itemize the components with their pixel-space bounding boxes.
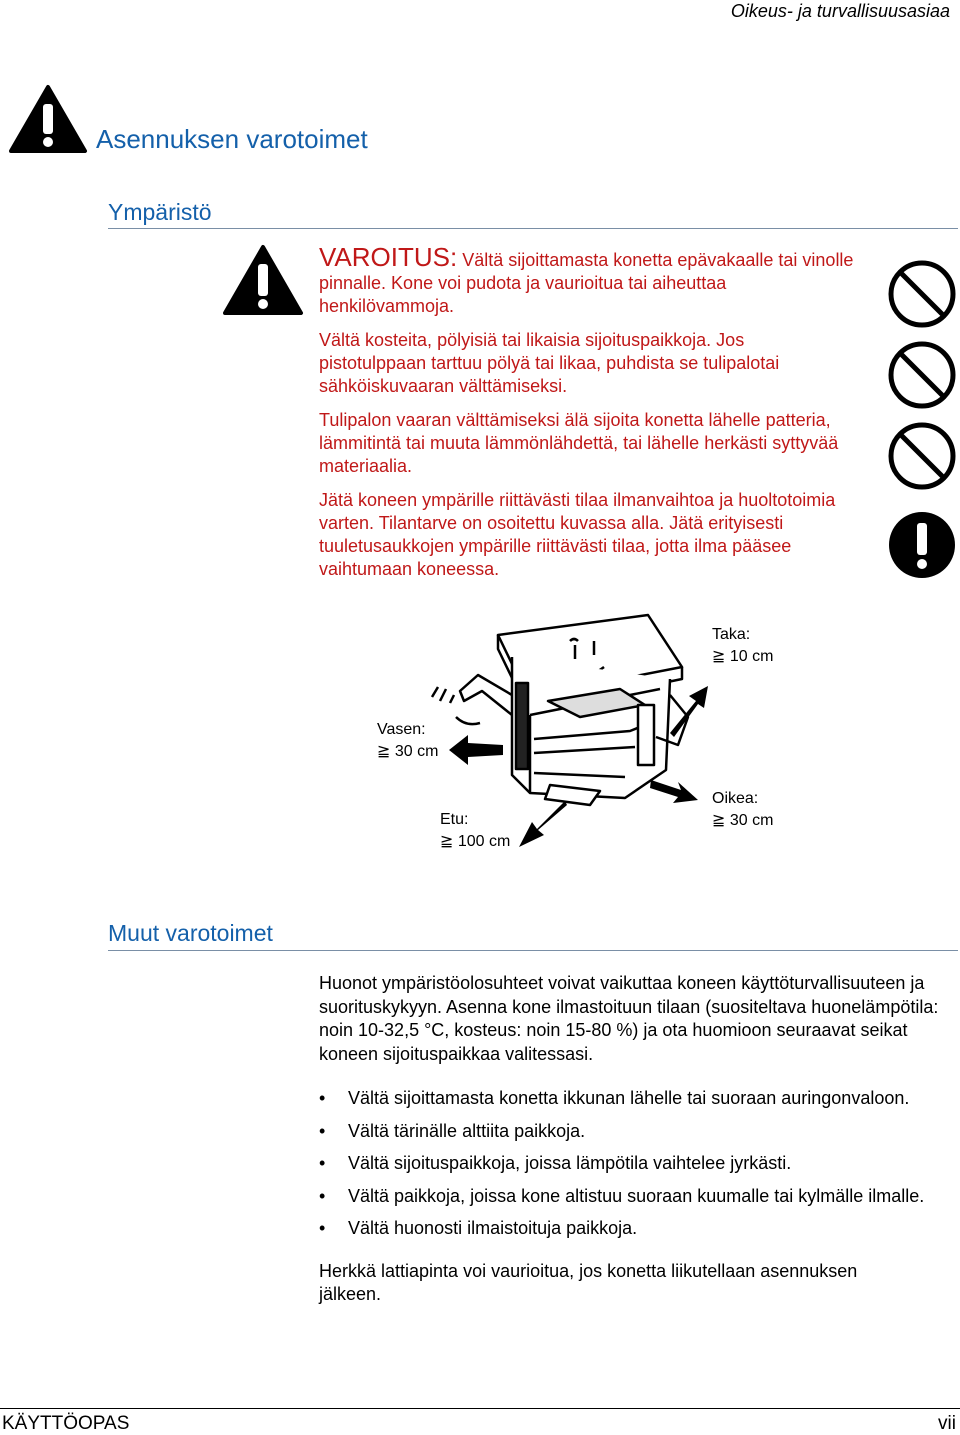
- footer-divider: [0, 1408, 960, 1409]
- section-heading-environment: Ympäristö: [108, 199, 212, 225]
- warning-triangle-icon: [8, 84, 88, 154]
- section-heading-other: Muut varotoimet: [108, 920, 273, 946]
- list-item: • Vältä paikkoja, joissa kone altistuu suoraan kuumalle tai kylmälle ilmalle.: [319, 1185, 957, 1209]
- list-item: • Vältä sijoituspaikkoja, joissa lämpötila vaihtelee jyrkästi.: [319, 1152, 957, 1176]
- other-intro: Huonot ympäristöolosuhteet voivat vaikuttaa koneen käyttöturvallisuuteen ja suorituskykyyn. Asenna kone ilmastoituun tilaan (suositeltava huonelämpötila: noin 10-32,5 °C, kosteus: noin 15-80 %) ja ota huomioon seuraavat seikat koneen sijoituspaikkaa valitessasi.: [319, 973, 939, 1064]
- arrow-icon: [446, 730, 506, 770]
- other-precautions-body: [319, 972, 957, 1307]
- arrow-icon: [648, 770, 700, 812]
- precaution-list: [319, 1087, 957, 1241]
- arrow-icon: [515, 795, 571, 851]
- warning-triangle-icon: [222, 244, 304, 316]
- prohibition-icon: [887, 340, 957, 410]
- clearance-rear: [712, 624, 773, 668]
- other-closing: Herkkä lattiapinta voi vaurioitua, jos konetta liikutellaan asennuksen jälkeen.: [319, 1260, 858, 1304]
- paragraph-dust: Vältä kosteita, pölyisiä tai likaisia sijoituspaikkoja. Jos pistotulppaan tarttuu pölyä tai likaa, puhdista se tulipalotai sähköiskuvaaran välttämiseksi.: [319, 330, 780, 396]
- clearance-left: [377, 719, 438, 763]
- page-title: Asennuksen varotoimet: [96, 124, 368, 154]
- list-item: • Vältä tärinälle alttiita paikkoja.: [319, 1120, 957, 1144]
- prohibition-icon: [887, 259, 957, 329]
- clearance-left-label: Vasen:: [377, 721, 426, 738]
- list-item: • Vältä huonosti ilmaistoituja paikkoja.: [319, 1217, 957, 1241]
- footer-manual-name: KÄYTTÖOPAS: [2, 1413, 130, 1434]
- mandatory-action-icon: [887, 510, 957, 580]
- running-header: Oikeus- ja turvallisuusasiaa: [730, 1, 950, 21]
- warning-block: [319, 242, 859, 581]
- clearance-rear-value: ≧ 10 cm: [712, 648, 774, 665]
- clearance-right: [712, 788, 773, 832]
- footer-page-number: vii: [938, 1413, 956, 1434]
- paragraph-heat: Tulipalon vaaran välttämiseksi älä sijoita konetta lähelle patteria, lämmitintä tai muuta lämmönlähdettä, tai lähelle herkästi syttyvää materiaalia.: [319, 410, 839, 476]
- clearance-right-label: Oikea:: [712, 790, 759, 807]
- prohibition-icon: [887, 421, 957, 491]
- clearance-front-label: Etu:: [440, 811, 469, 828]
- section-divider: [108, 228, 958, 229]
- clearance-right-value: ≧ 30 cm: [712, 812, 774, 829]
- clearance-left-value: ≧ 30 cm: [377, 743, 439, 760]
- list-item: • Vältä sijoittamasta konetta ikkunan lähelle tai suoraan auringonvaloon.: [319, 1087, 957, 1111]
- clearance-rear-label: Taka:: [712, 626, 751, 643]
- paragraph-ventilation: Jätä koneen ympärille riittävästi tilaa ilmanvaihtoa ja huoltotoimia varten. Tilantarve on osoitettu kuvassa alla. Jätä erityisesti tuuletusaukkojen ympärille riittävästi tilaa, jotta ilma pääsee vaihtumaan koneessa.: [319, 490, 836, 579]
- clearance-front-value: ≧ 100 cm: [440, 833, 511, 850]
- warning-label: VAROITUS:: [319, 242, 458, 272]
- arrow-icon: [662, 683, 712, 743]
- clearance-front: [440, 809, 510, 853]
- warning-text: Vältä sijoittamasta konetta epävakaalle tai vinolle pinnalle. Kone voi pudota ja vaurioitua tai aiheuttaa henkilövammoja.: [319, 250, 854, 316]
- section-divider: [108, 950, 958, 951]
